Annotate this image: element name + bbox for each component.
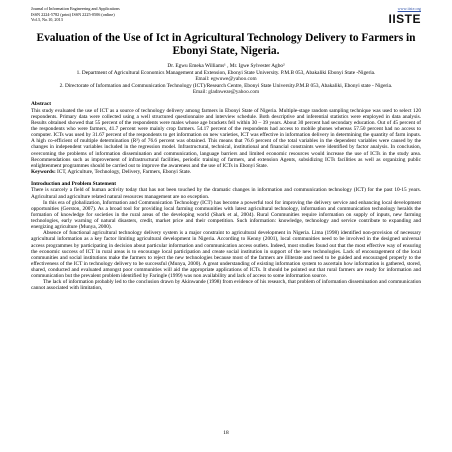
affiliation-1: 1. Department of Agricultural Economics Management and Extension, Ebonyi State University. P.M.B 053, Abakaliki Ebonyi State -Nigeria. xyxy=(76,70,376,77)
journal-header xyxy=(31,6,421,26)
paper-title: Evaluation of the Use of Ict in Agricultural Technology Delivery to Farmers in Ebonyi State, Nigeria. xyxy=(36,31,416,57)
intro-heading: Introduction and Problem Statement xyxy=(31,181,117,188)
journal-volume: Vol.3, No.10, 2013 xyxy=(31,17,63,23)
journal-url[interactable]: www.iiste.org xyxy=(397,6,421,11)
intro-paragraph-1: There is scarcely a field of human activity today that has not been touched by the dramatic changes in information and communication technology (ICT) for the past 10-15 years. Agricultural and agriculture related natural resources management are no exception. xyxy=(31,187,421,200)
email-1: Email: egwuwe@yahoo.com xyxy=(195,76,257,83)
affiliation-2: 2. Directorate of Information and Communication Technology (ICT)/Research Centre, Ebonyi State University.P.M.B 053, Abakaliki, Ebonyi state - Nigeria. xyxy=(59,82,393,89)
author-list: Dr. Egwu Emeka Williams¹ , Mr. Igwe Sylvester Agbo² xyxy=(167,62,285,69)
abstract-text: This study evaluated the use of ICT as a source of technology delivery among farmers in Ebonyi State of Nigeria. Multiple-stage random sampling technique was used to select 120 respondents. Primary data were collected using a well structured questionnaire and interview schedule. Both descriptive and inferential statistics were employed in data analysis. Results obtained showed that 55 percent of the respondents were males whose age brackets fell within 30 – 39 years. About 30 percent had secondary education. Out of 45 percent of the respondents who were farmers, 41.7 percent were mainly crop farmers. 54.17 percent of the respondents had access to mobile phones whereas 57.50 percent had no access to computer. ICTs was used by 31.67 percent of the respondents to get information on new varieties, ICT was effective in information delivery in determining the quantity of farm inputs. A high co-efficient of multiple determination (R²) of 76.6 percent was obtained. This means that 76.6 percent of the total variables in the dependent variables were caused by the changes in independent variables included in the regression model. Infrastructural, technical, institutional and financial constraints were identified by factor analysis. In conclusion, overcoming the problems of information dissemination and communication, language barriers and limited economic resources would increase the use of ICTs in the study area. Recommendations such as improvement of infrastructural facilities, periodic training of farmers, and extension Agents, subsidizing ICTs facilities as well as organizing public enlightenment programmes should be carried out to improve the awareness and the use of ICTs in Ebonyi State. xyxy=(31,107,421,169)
intro-paragraph-2: In this era of globalization, Information and Communication Technology (ICT) has become a powerful tool for improving the delivery service and enhancing local development opportunities (Gerston, 2007). As a broad tool for providing local farming communities with latest agricultural technology, information and communication technology heralds the formation of knowledge for societies in the rural areas of the developing world (Shark et al, 2004). Rural Communities require information on supply of inputs, new farming technologies, early warning of natural disasters, credit, market price and their competition. Such information: knowledge, technology and service contribute to expanding and energizing agriculture (Munya, 2000). xyxy=(31,199,421,231)
journal-issn: ISSN 2224-5782 (print) ISSN 2225-0506 (online) xyxy=(31,11,115,17)
journal-logo xyxy=(377,6,421,25)
keywords-label: Keywords: xyxy=(31,168,56,175)
page-number: 18 xyxy=(223,430,229,436)
intro-paragraph-4: The lack of information probably led to the conclusion drawn by Akinwande (1998) from evidence of his research, that problem of information dissemination and communication cannot associated with limitation, xyxy=(31,279,421,292)
keywords-line xyxy=(31,169,421,175)
journal-name: Journal of Information Engineering and Applications xyxy=(31,6,120,11)
iiste-logo-mark: IISTE xyxy=(388,11,421,26)
email-2: Email: gladnweze@yahoo.com xyxy=(192,88,260,95)
keywords-text: ICT, Agriculture, Technology, Delivery, Farmers, Ebonyi State. xyxy=(55,168,192,175)
intro-paragraph-3: Absence of functional agricultural technology delivery system is a major constraint to agricultural development in Nigeria. Lima (1998) identified non-provision of necessary agricultural information as a key factor limiting agricultural development in Nigeria. According to Kenny (2001), local communities need to be involved in the designed universal access programmes by participating in decision about particular information and communication access outlets. Indeed, most studies found out that the most effective way of ensuring the economic success of ICT in rural areas is to encourage local participation and create social institution in support of the new technologies. Lack of encouragement of the local communities and social institutions make the farmers to reject the new technologies because most of the farmers are illiterate and need to be guided and encouraged properly to the effectiveness of the ICT in technology delivery to be successful (Munya, 2000). A great understanding of existing information system to ascertain how information is gathered, stored, shared, conducted and evaluated amongst poor communities will aid the appropriate applications of ICTs. It should be pointed out that rural farmers are ready for information and communication but the prevalent problem identified by Faringle (1999) was non availability and lack of access to some information source. xyxy=(31,230,421,280)
abstract-heading: Abstract xyxy=(31,101,52,108)
